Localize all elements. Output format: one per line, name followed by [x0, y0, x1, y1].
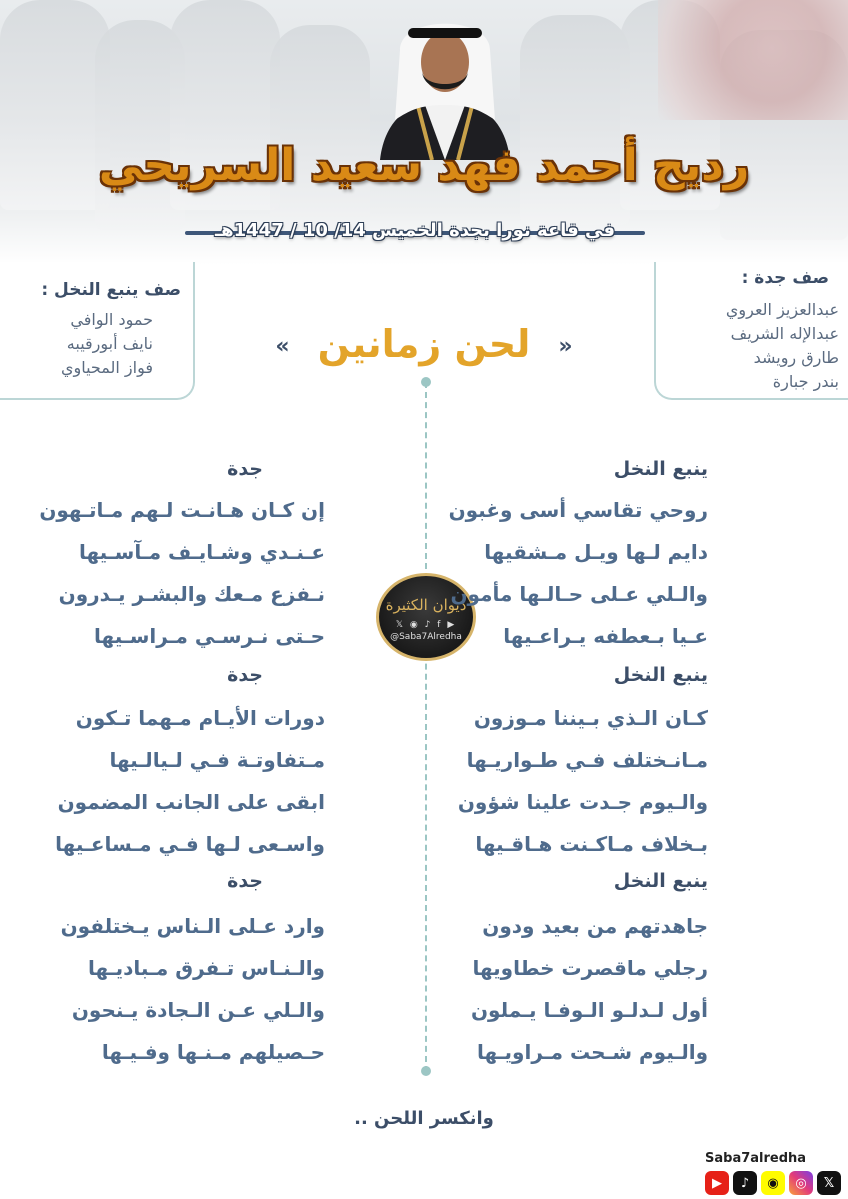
verse-line: حـصيلهم مـنـها وفـيـها [101, 1040, 325, 1064]
verse-line: بـخلاف مـاكـنت هـاقـيها [475, 832, 708, 856]
verse-line: والـنـاس تـفرق مـباديـها [88, 956, 325, 980]
verse-line: دورات الأيـام مـهما تـكون [75, 706, 325, 730]
verse-line: ابقى على الجانب المضمون [57, 790, 325, 814]
performer-name: عبدالإله الشريف [730, 324, 839, 343]
box-title: صف ينبع النخل : [41, 280, 181, 300]
verse-line: والـلي عـن الـجادة يـنحون [71, 998, 325, 1022]
verse-line: عـنـدي وشـايـف مـآسـيها [78, 540, 325, 564]
verse-line: عـيا بـعطفه يـراعـيها [503, 624, 708, 648]
center-divider [425, 382, 427, 1072]
performer-name: عبدالعزيز العروي [725, 300, 839, 319]
tiktok-icon[interactable]: ♪ [733, 1171, 757, 1195]
snapchat-icon[interactable]: ◉ [761, 1171, 785, 1195]
performer-name: حمود الوافي [70, 310, 153, 329]
performer-name: طارق رويشد [753, 348, 839, 367]
stanza-heading: ينبع النخل [613, 458, 708, 480]
page-title: رديح أحمد فهد سعيد السريحي [98, 140, 750, 191]
x-icon: 𝕏 [395, 620, 406, 630]
youtube-icon: ▶ [447, 620, 457, 630]
verse-line: دايم لـها ويـل مـشقيها [484, 540, 708, 564]
closing-line: وانكسر اللحن .. [354, 1108, 494, 1129]
event-details: في قاعة نورا بجدة الخميس 14/ 10 / 1447هـ [214, 220, 615, 241]
verse-line: جاهدتهم من بعيد ودون [482, 914, 708, 938]
verse-line: أول لـدلـو الـوفـا يـملون [470, 998, 708, 1022]
stanza-heading: ينبع النخل [613, 664, 708, 686]
tiktok-icon: ♪ [424, 620, 433, 630]
logo-name: ديوان الكثيرة [385, 596, 467, 614]
logo-handle: @Saba7Alredha [390, 632, 462, 642]
jeddah-verses [39, 0, 325, 1199]
verse-line: كـان الـذي بـيننا مـوزون [473, 706, 708, 730]
verse-line: إن كـان هـانـت لـهم مـاتـهون [39, 498, 325, 522]
quote-mark: « [558, 334, 573, 359]
verse-line: وارد عـلى الـناس يـختلفون [60, 914, 325, 938]
tune-name: لحن زمانين [317, 322, 531, 366]
performer-name: نايف أبورقيبه [66, 334, 153, 353]
box-title: صف جدة : [741, 268, 829, 288]
instagram-icon[interactable]: ◎ [789, 1171, 813, 1195]
verse-line: والـيوم شـحت مـراويـها [476, 1040, 708, 1064]
quote-mark: » [275, 334, 290, 359]
verse-line: واسـعى لـها فـي مـساعـيها [55, 832, 325, 856]
facebook-icon: f [437, 620, 443, 630]
brand-handle: Saba7alredha [705, 1151, 807, 1166]
divider-dot [421, 1066, 431, 1076]
yanbu-verses [448, 0, 708, 1199]
verse-line: والـيوم جـدت علينا شؤون [457, 790, 708, 814]
snapchat-icon: ◉ [409, 620, 420, 630]
verse-line: رجلي ماقصرت خطاويها [472, 956, 708, 980]
stanza-heading: جدة [227, 664, 263, 686]
verse-line: روحي تقاسي أسى وغبون [448, 498, 708, 522]
verse-line: حـتى نـرسـي مـراسـيها [94, 624, 325, 648]
verse-line: نـفزع مـعك والبشـر يـدرون [58, 582, 325, 606]
verse-line: مـانـختلف فـي طـواريـها [466, 748, 708, 772]
verse-line: مـتفاوتـة فـي لـيالـيها [109, 748, 325, 772]
divider-dot [421, 377, 431, 387]
performer-name: فواز المحياوي [60, 358, 153, 377]
stanza-heading: جدة [227, 458, 263, 480]
x-icon[interactable]: 𝕏 [817, 1171, 841, 1195]
stanza-heading: ينبع النخل [613, 870, 708, 892]
stanza-heading: جدة [227, 870, 263, 892]
performer-name: بندر جبارة [772, 372, 839, 391]
youtube-icon[interactable]: ▶ [705, 1171, 729, 1195]
verse-line: والـلي عـلى حـالـها مأمون [450, 582, 708, 606]
